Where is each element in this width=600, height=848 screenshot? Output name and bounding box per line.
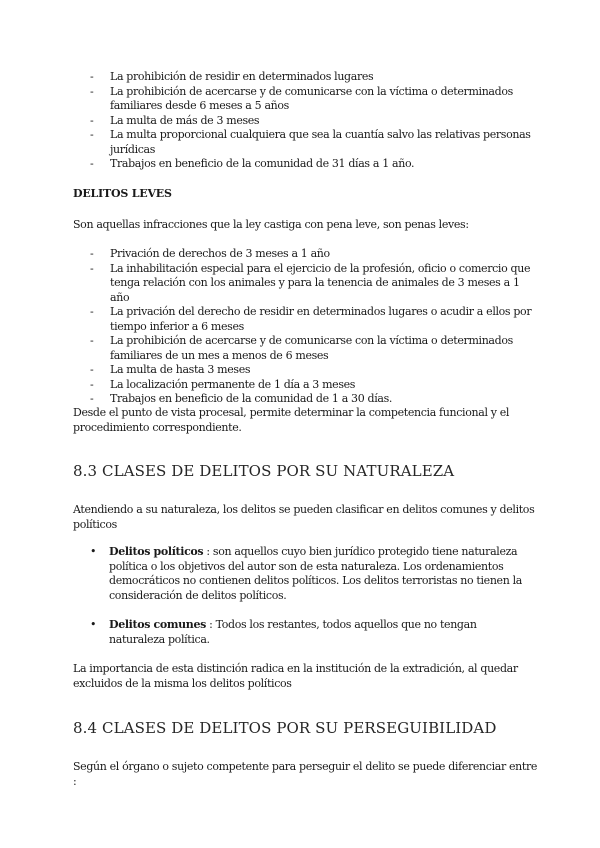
bullet-marker: • <box>90 545 97 558</box>
dash-marker: - <box>90 392 94 405</box>
list-item: - La prohibición de acercarse y de comunicarse con la víctima o determinados familiares desde 6 meses a 5 años <box>90 84 513 112</box>
list-item: - La inhabilitación especial para el ejercicio de la profesión, oficio o comercio que tenga relación con los animales y para la tenencia de animales de 3 meses a 1 año <box>90 261 531 304</box>
list-item: - La prohibición de acercarse y de comunicarse con la víctima o determinados familiares de un mes a menos de 6 meses <box>90 334 513 362</box>
delitos-leves-closing: Desde el punto de vista procesal, permite determinar la competencia funcional y el procedimiento correspondiente. <box>73 406 510 434</box>
delitos-leves-list <box>90 247 540 407</box>
list-item-delitos-comunes: • Delitos comunes : Todos los restantes, todos aquellos que no tengan naturaleza política. <box>90 618 477 646</box>
dash-marker: - <box>90 377 94 391</box>
dash-marker: - <box>90 113 94 127</box>
list-item: - Trabajos en beneficio de la comunidad de 1 a 30 días. <box>90 392 393 405</box>
section-8-4-title: 8.4 CLASES DE DELITOS POR SU PERSEGUIBILIDAD <box>73 719 497 737</box>
section-8-3-intro: Atendiendo a su naturaleza, los delitos se pueden clasificar en delitos comunes y delitos políticos <box>73 503 535 531</box>
dash-marker: - <box>90 261 94 275</box>
section-8-3-closing: La importancia de esta distinción radica en la institución de la extradición, al quedar excluidos de la misma los delitos políticos <box>73 662 518 690</box>
list-item: - La multa proporcional cualquiera que sea la cuantía salvo las relativas personas jurídicas <box>90 128 531 156</box>
section-8-4-intro: Según el órgano o sujeto competente para perseguir el delito se puede diferenciar entre : <box>73 760 538 788</box>
list-item: - La multa de hasta 3 meses <box>90 363 251 376</box>
section-8-3-title: 8.3 CLASES DE DELITOS POR SU NATURALEZA <box>73 462 455 480</box>
list-item: - Trabajos en beneficio de la comunidad de 31 días a 1 año. <box>90 157 415 170</box>
delitos-leves-intro: Son aquellas infracciones que la ley castiga con pena leve, son penas leves: <box>73 218 469 231</box>
dash-marker: - <box>90 157 94 170</box>
list-item: - La prohibición de residir en determinados lugares <box>90 70 374 83</box>
list-item: - La localización permanente de 1 día a 3 meses <box>90 377 356 391</box>
naturaleza-bullet-list-2 <box>90 618 530 647</box>
dash-marker: - <box>90 84 94 98</box>
list-item: - La multa de más de 3 meses <box>90 113 260 127</box>
naturaleza-bullet-list <box>90 545 530 603</box>
dash-marker: - <box>90 247 94 260</box>
dash-marker: - <box>90 334 94 347</box>
list-item: - Privación de derechos de 3 meses a 1 año <box>90 247 330 260</box>
dash-marker: - <box>90 363 94 376</box>
bullet-marker: • <box>90 618 97 631</box>
dash-marker: - <box>90 305 94 318</box>
dash-marker: - <box>90 70 94 83</box>
list-item-delitos-politicos: • Delitos políticos : son aquellos cuyo bien jurídico protegido tiene naturaleza política o los objetivos del autor son de esta naturaleza. Los ordenamientos democráticos no contienen delitos políticos. Los delitos terroristas no tienen la consideración de delitos políticos. <box>90 545 522 602</box>
dash-marker: - <box>90 128 94 141</box>
delitos-leves-heading: DELITOS LEVES <box>73 187 172 200</box>
list-item: - La privación del derecho de residir en determinados lugares o acudir a ellos por tiempo inferior a 6 meses <box>90 305 532 333</box>
penalties-list <box>90 70 540 172</box>
